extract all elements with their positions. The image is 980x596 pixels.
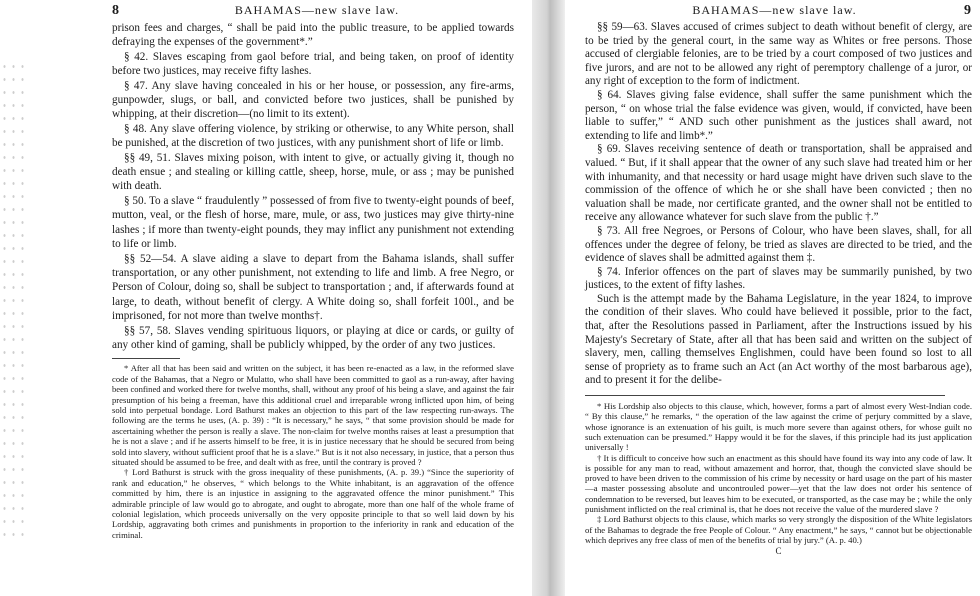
left-running-head: BAHAMAS—new slave law.	[234, 3, 400, 17]
margin-specks	[0, 60, 24, 540]
footnote: * After all that has been said and written on the subject, it has been re-enacted as a law, in the reformed slave code of the Bahamas, that a Negro or Mulatto, who shall have been committed to gaol as a run-away, after having been confined and worked there for twelve months, shall, without any proof of his being a slave, and against the fair presumption of his being a freeman, have this additional cruel and irreparable wrong inflicted upon him, of being sold into perpetual bondage. Lord Bathurst makes an objection to this part of the law respecting run-aways. The following are the terms he uses, (A. p. 39) : “It is necessary,” he says, “ that some provision should be made for ascertaining whether the person is really a slave. The non-claim for twelve months raises at least a presumption that he is not a slave ; and if he asserts himself to be free, it is in justice necessary that he should be secured from being sold into slavery, without sufficient proof that he is a slave.” But is it not also necessary, in justice, that a person thus situated should be assumed to be free, and dealt with as free, until the contrary is proved ?	[112, 363, 514, 467]
footnote-rule	[585, 395, 945, 396]
right-paragraph: § 69. Slaves receiving sentence of death or transportation, shall be appraised and valued. “ But, if it shall appear that the owner of any such slave had treated him or her with inhumanity, and that necessity or hard usage might have driven such slave to the commission of the offence of which he or she shall have been convicted ; then no valuation shall be made, nor certificate granted, and the owner shall not be entitled to receive any allowance whatever for such slave from the public †.”	[585, 143, 972, 224]
left-header	[112, 3, 514, 19]
left-footnotes	[112, 363, 514, 540]
left-paragraph: § 42. Slaves escaping from gaol before trial, and being taken, on proof of identity before two justices, may receive fifty lashes.	[112, 50, 514, 78]
book-gutter	[532, 0, 565, 596]
right-paragraph: §§ 59—63. Slaves accused of crimes subject to death without benefit of clergy, are to be tried by the general court, in the same way as Whites or free persons. Those accused of clergiable felonies, are to be tried by a court composed of two justices and five jurors, and are not to be allowed any right of peremptory challenge of a juror, or any right of exception to the form of indictment.	[585, 21, 972, 88]
right-paragraph: Such is the attempt made by the Bahama Legislature, in the year 1824, to improve the condition of their slaves. Who could have believed it possible, prior to the fact, that, after the Resolutions passed in Parliament, after the Instructions issued by his Majesty's Secretary of State, after all that has been said and written on the subject of slavery, men, calling themselves Englishmen, could have been found so lost to all sense of propriety as to frame such an Act (an Act worthy of the most barbarous age), and to present it for the delibe-	[585, 292, 972, 387]
right-paragraph: § 74. Inferior offences on the part of slaves may be summarily punished, by two justices, to the extent of fifty lashes.	[585, 265, 972, 292]
right-header	[585, 3, 972, 19]
signature-mark: C	[775, 546, 782, 557]
left-paragraph: § 48. Any slave offering violence, by striking or otherwise, to any White person, shall be punished, at the discretion of two justices, with any punishment short of life or limb.	[112, 122, 514, 150]
right-running-head: BAHAMAS—new slave law.	[692, 3, 857, 17]
right-folio: 9	[964, 3, 972, 18]
right-paragraph: § 64. Slaves giving false evidence, shall suffer the same punishment which the person, “ on whose trial the false evidence was given, would, if convicted, have been liable to suffer,” “ AND such other punishment as the justices shall award, not extending to life and limb*.”	[585, 88, 972, 142]
footnote: * His Lordship also objects to this clause, which, however, forms a part of almost every West-Indian code. “ By this clause,” he remarks, “ the operation of the law against the crime of perjury committed by a slave, whose ignorance is an extenuation of his guilt, is much more severe than against others, for whose guilt no such extenuation can be presumed.” Happy would it be for the slaves, if this principle had its just application universally !	[585, 401, 972, 453]
left-paragraph: prison fees and charges, “ shall be paid into the public treasure, to be applied towards defraying the expenses of the government*.”	[112, 22, 514, 49]
left-paragraph: §§ 49, 51. Slaves mixing poison, with intent to give, or actually giving it, though no death ensue ; and stealing or killing cattle, sheep, horse, mule, or ass ; may be punished with death.	[112, 151, 514, 193]
left-folio: 8	[112, 3, 120, 18]
left-paragraph: §§ 57, 58. Slaves vending spirituous liquors, or playing at dice or cards, or guilty of any other kind of gaming, shall be publicly whipped, by the order of any two justices.	[112, 324, 514, 351]
right-body	[585, 21, 972, 388]
footnote: † Lord Bathurst is struck with the gross inequality of these punishments, (A. p. 39.) “Since the superiority of rank and education,” he observes, “ which belongs to the White inhabitant, is an aggravation of the offence committed by him, there is an injustice in assigning to the aggravated offence the minor punishment.” This admirable principle of law would go to abrogate, and ought to abrogate, more than one half of the whole frame of colonial legislation, which proceeds universally on the very opposite principle to that so well laid down by his Lordship, aggravating both crimes and punishments in proportion to the inferiority in rank and education of the criminal.	[112, 467, 514, 540]
left-paragraph: §§ 52—54. A slave aiding a slave to depart from the Bahama islands, shall suffer transportation, or any other punishment, not extending to life and limb. A free Negro, or Person of Colour, doing so, shall be subject to transportation ; and, if afterwards found at large, to death, without benefit of clergy. A White doing so, shall forfeit 100l., and be imprisoned, for not more than twelve months†.	[112, 252, 514, 323]
right-page	[565, 0, 980, 596]
left-paragraph: § 47. Any slave having concealed in his or her house, or possession, any fire-arms, gunpowder, slugs, or ball, and convicted before two justices, shall be punished by whipping, at their discretion—(no limit to its extent).	[112, 79, 514, 121]
footnote-rule	[112, 358, 180, 359]
right-paragraph: § 73. All free Negroes, or Persons of Colour, who have been slaves, shall, for all offences under the degree of felony, be tried as slaves are directed to be tried, and the evidence of slaves shall be admitted against them ‡.	[585, 224, 972, 265]
footnote: † It is difficult to conceive how such an enactment as this should have found its way into any code of law. It is possible for any man to read, without amazement and horror, that, though the convicted slave should be proved to have been driven to the commission of his crime by necessity or hard usage on the part of his master—a master possessing absolute and uncontrouled power—yet that the law does not order his sentence of condemnation to be reversed, but leaves him to be executed, or transported, as the case may be ; while the only punishment inflicted on the real criminal is, that he does not receive the value of the murdered slave ?	[585, 452, 972, 514]
left-paragraph: § 50. To a slave “ fraudulently ” possessed of from five to twenty-eight pounds of beef, mutton, veal, or the flesh of horse, mare, mule, or ass, two justices may give thirty-nine lashes ; if more than twenty-eight pounds, they may inflict any punishment not extending to life or limb.	[112, 194, 514, 251]
footnote: ‡ Lord Bathurst objects to this clause, which marks so very strongly the disposition of the White legislators of the Bahamas to degrade the free People of Colour. “ Any enactment,” he says, “ cannot but be objectionable which deprives any free class of men of the benefits of trial by jury.” (A. p. 40.)	[585, 514, 972, 545]
left-body	[112, 21, 514, 352]
right-footnotes	[585, 401, 972, 545]
